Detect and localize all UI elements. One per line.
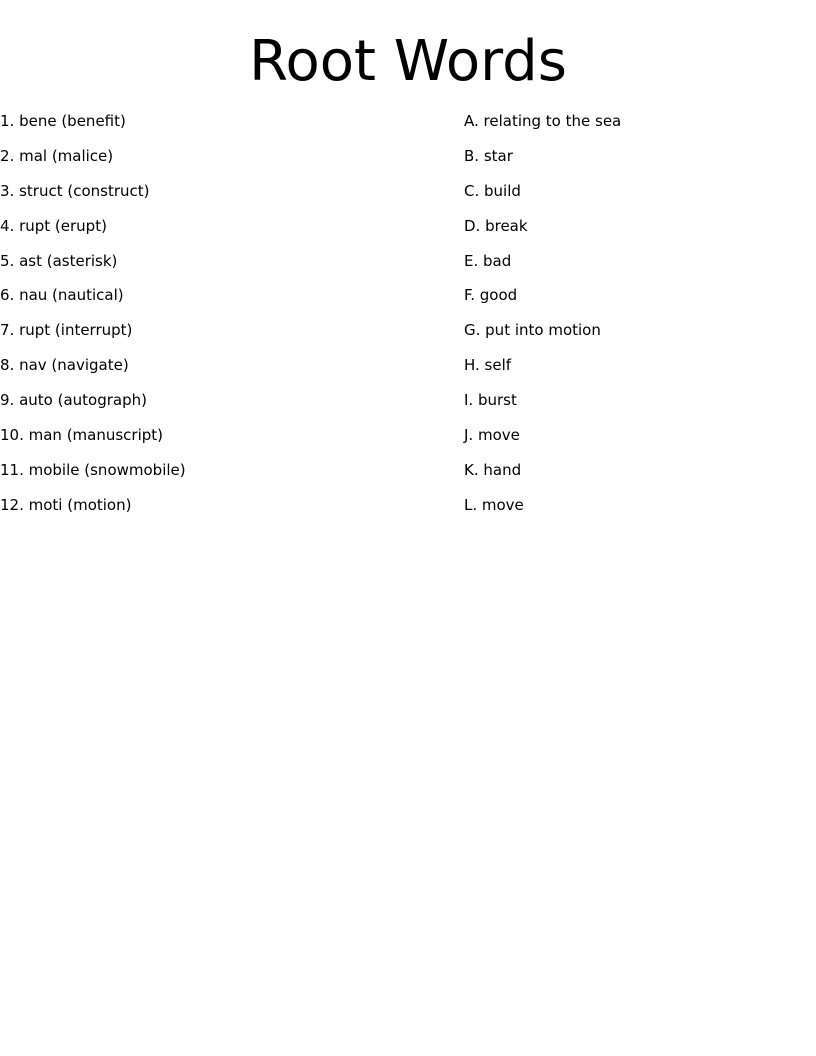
definition-item: D. break: [464, 216, 528, 235]
definition-item: L. move: [464, 495, 524, 514]
page-title: Root Words: [249, 29, 567, 94]
root-word-item: 9. auto (autograph): [0, 391, 147, 410]
root-word-item: 5. ast (asterisk): [0, 251, 118, 270]
definition-item: E. bad: [464, 251, 512, 270]
definition-item: K. hand: [464, 460, 522, 479]
definition-item: C. build: [464, 181, 521, 200]
definition-item: J. move: [464, 426, 520, 445]
definition-item: I. burst: [464, 391, 517, 410]
definition-item: G. put into motion: [464, 321, 601, 340]
root-word-item: 12. moti (motion): [0, 495, 132, 514]
root-word-item: 6. nau (nautical): [0, 286, 124, 305]
definition-item: H. self: [464, 356, 512, 375]
root-word-item: 8. nav (navigate): [0, 356, 129, 375]
root-word-item: 3. struct (construct): [0, 181, 150, 200]
definitions-list: [464, 110, 804, 529]
root-words-list: [0, 110, 440, 529]
definition-item: F. good: [464, 286, 518, 305]
root-word-item: 10. man (manuscript): [0, 426, 164, 445]
root-word-item: 7. rupt (interrupt): [0, 321, 133, 340]
definition-item: B. star: [464, 146, 513, 165]
root-word-item: 4. rupt (erupt): [0, 216, 107, 235]
definition-item: A. relating to the sea: [464, 112, 622, 130]
root-word-item: 2. mal (malice): [0, 146, 114, 165]
root-word-item: 1. bene (benefit): [0, 112, 126, 130]
root-word-item: 11. mobile (snowmobile): [0, 460, 186, 479]
